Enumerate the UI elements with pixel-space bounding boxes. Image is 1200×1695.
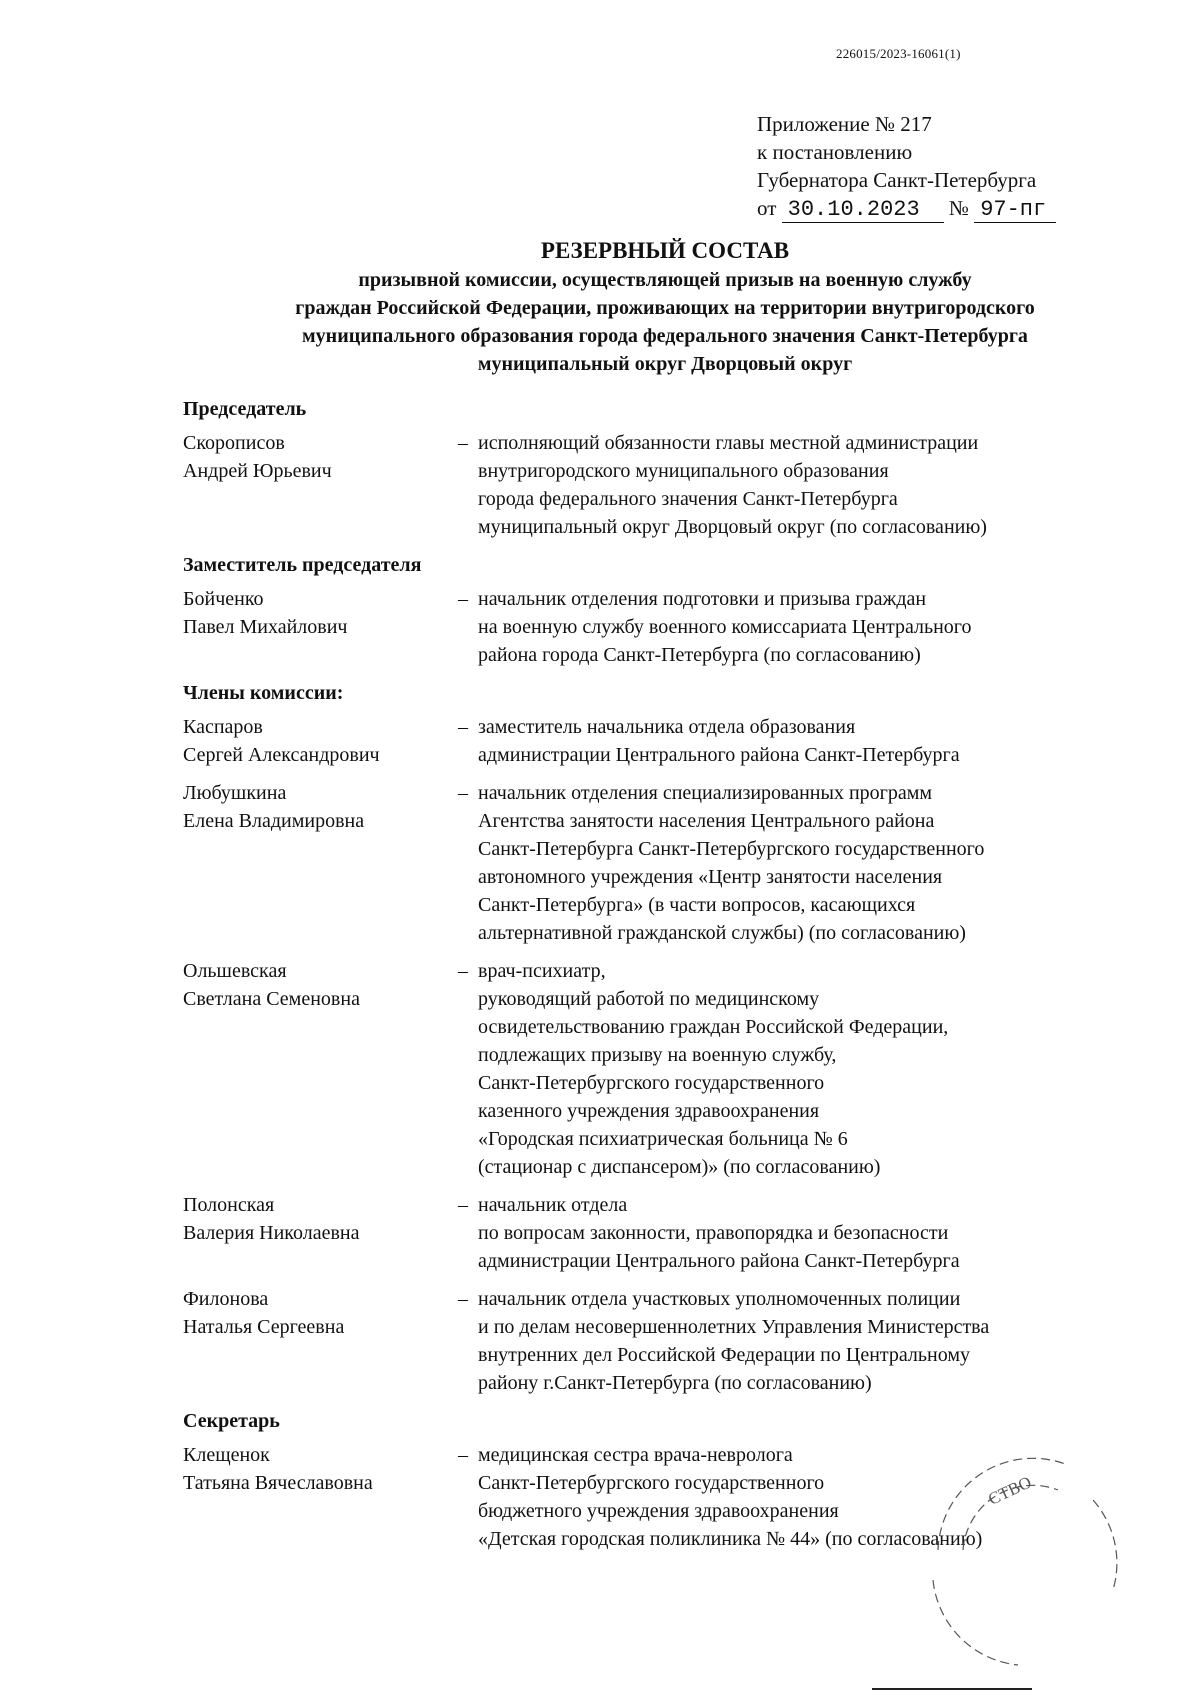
member-given: Валерия Николаевна — [183, 1222, 360, 1244]
member-given: Светлана Семеновна — [183, 988, 360, 1010]
number-label: № — [948, 196, 969, 220]
position-line: и по делам несовершеннолетних Управления Министерства — [478, 1316, 990, 1338]
position-line: подлежащих призыву на военную службу, — [478, 1044, 837, 1066]
dash-separator: – — [458, 1194, 468, 1216]
position-line: заместитель начальника отдела образования — [478, 716, 856, 738]
member-entry — [183, 429, 1123, 541]
member-entry — [183, 779, 1123, 947]
member-name — [183, 713, 448, 769]
dash-separator: – — [458, 588, 468, 610]
member-entry — [183, 713, 1123, 769]
dash-separator: – — [458, 1444, 468, 1466]
title-line: призывной комиссии, осуществляющей призыв на военную службу — [358, 269, 972, 291]
member-given: Татьяна Вячеславовна — [183, 1472, 373, 1494]
member-position — [478, 585, 1123, 669]
member-given: Павел Михайлович — [183, 616, 348, 638]
position-line: внутригородского муниципального образования — [478, 460, 889, 482]
member-position — [478, 779, 1123, 947]
position-line: муниципальный округ Дворцовый округ (по согласованию) — [478, 516, 987, 538]
stamp-arc-right — [1093, 1500, 1117, 1590]
appendix-line-1: Приложение № 217 — [757, 112, 932, 136]
position-line: начальник отделения подготовки и призыва граждан — [478, 588, 927, 610]
position-line: району г.Санкт-Петербурга (по согласованию) — [478, 1372, 872, 1394]
section-heading: Заместитель председателя — [183, 554, 422, 576]
position-line: Санкт-Петербурга Санкт-Петербургского государственного — [478, 838, 985, 860]
title-line: граждан Российской Федерации, проживающих на территории внутригородского — [295, 297, 1035, 319]
member-entry — [183, 957, 1123, 1181]
position-line: исполняющий обязанности главы местной администрации — [478, 432, 979, 454]
document-number: 226015/2023-16061(1) — [836, 46, 961, 61]
position-line: района города Санкт-Петербурга (по согласованию) — [478, 644, 921, 666]
member-entry — [183, 585, 1123, 669]
member-name — [183, 1191, 448, 1275]
commission-list — [183, 395, 1123, 1563]
position-line: казенного учреждения здравоохранения — [478, 1100, 820, 1122]
position-line: «Городская психиатрическая больница № 6 — [478, 1128, 848, 1150]
member-surname: Клещенок — [183, 1444, 270, 1466]
section-heading: Председатель — [183, 398, 307, 420]
stamp-text: СТВО — [985, 1472, 1035, 1509]
title-line: муниципальный округ Дворцовый округ — [477, 353, 853, 375]
member-position — [478, 429, 1123, 541]
dash-separator: – — [458, 716, 468, 738]
position-line: начальник отделения специализированных программ — [478, 782, 933, 804]
position-line: автономного учреждения «Центр занятости населения — [478, 866, 943, 888]
section-heading: Члены комиссии: — [183, 682, 344, 704]
appendix-block — [757, 110, 1056, 223]
member-name — [183, 585, 448, 669]
position-line: начальник отдела участковых уполномоченных полиции — [478, 1288, 961, 1310]
position-line: на военную службу военного комиссариата Центрального — [478, 616, 972, 638]
appendix-line-2: к постановлению — [757, 140, 913, 164]
position-line: освидетельствованию граждан Российской Федерации, — [478, 1016, 949, 1038]
from-label: от — [757, 196, 777, 220]
dash-separator: – — [458, 432, 468, 454]
official-stamp — [918, 1440, 1118, 1670]
member-given: Наталья Сергеевна — [183, 1316, 345, 1338]
position-line: альтернативной гражданской службы) (по согласованию) — [478, 922, 966, 944]
position-line: Санкт-Петербургского государственного — [478, 1472, 825, 1494]
dash-separator: – — [458, 1288, 468, 1310]
position-line: внутренних дел Российской Федерации по Центральному — [478, 1344, 971, 1366]
position-line: администрации Центрального района Санкт-Петербурга — [478, 1250, 960, 1272]
member-given: Елена Владимировна — [183, 810, 365, 832]
position-line: Санкт-Петербургского государственного — [478, 1072, 825, 1094]
member-name — [183, 957, 448, 1181]
position-line: Санкт-Петербурга» (в части вопросов, касающихся — [478, 894, 916, 916]
decree-number: 97-пг — [974, 198, 1056, 223]
member-position — [478, 957, 1123, 1181]
position-line: врач-психиатр, — [478, 960, 606, 982]
member-position — [478, 1191, 1123, 1275]
member-name — [183, 779, 448, 947]
page-bottom-rule — [872, 1688, 1032, 1690]
position-line: (стационар с диспансером)» (по согласованию) — [478, 1156, 881, 1178]
member-surname: Каспаров — [183, 716, 263, 738]
position-line: по вопросам законности, правопорядка и безопасности — [478, 1222, 949, 1244]
member-surname: Бойченко — [183, 588, 264, 610]
member-name — [183, 1441, 448, 1553]
appendix-line-3: Губернатора Санкт-Петербурга — [757, 168, 1037, 192]
position-line: руководящий работой по медицинскому — [478, 988, 820, 1010]
decree-date: 30.10.2023 — [782, 198, 944, 223]
position-line: администрации Центрального района Санкт-Петербурга — [478, 744, 960, 766]
position-line: начальник отдела — [478, 1194, 628, 1216]
member-surname: Скорописов — [183, 432, 285, 454]
position-line: города федерального значения Санкт-Петербурга — [478, 488, 898, 510]
member-surname: Ольшевская — [183, 960, 287, 982]
member-name — [183, 429, 448, 541]
member-position — [478, 1285, 1123, 1397]
section-heading: Секретарь — [183, 1410, 280, 1432]
member-given: Сергей Александрович — [183, 744, 380, 766]
member-surname: Любушкина — [183, 782, 287, 804]
position-line: медицинская сестра врача-невролога — [478, 1444, 793, 1466]
position-line: Агентства занятости населения Центрального района — [478, 810, 935, 832]
document-title — [100, 236, 1200, 378]
title-line: муниципального образования города федерального значения Санкт-Петербурга — [302, 325, 1028, 347]
position-line: «Детская городская поликлиника № 44» (по согласованию) — [478, 1528, 983, 1550]
title-main: РЕЗЕРВНЫЙ СОСТАВ — [540, 238, 790, 263]
member-entry — [183, 1191, 1123, 1275]
dash-separator: – — [458, 782, 468, 804]
stamp-arc-lower — [933, 1580, 1018, 1665]
member-position — [478, 713, 1123, 769]
member-name — [183, 1285, 448, 1397]
appendix-date-line — [757, 194, 1056, 223]
position-line: бюджетного учреждения здравоохранения — [478, 1500, 839, 1522]
member-surname: Филонова — [183, 1288, 269, 1310]
member-surname: Полонская — [183, 1194, 275, 1216]
member-entry — [183, 1285, 1123, 1397]
dash-separator: – — [458, 960, 468, 982]
member-given: Андрей Юрьевич — [183, 460, 332, 482]
